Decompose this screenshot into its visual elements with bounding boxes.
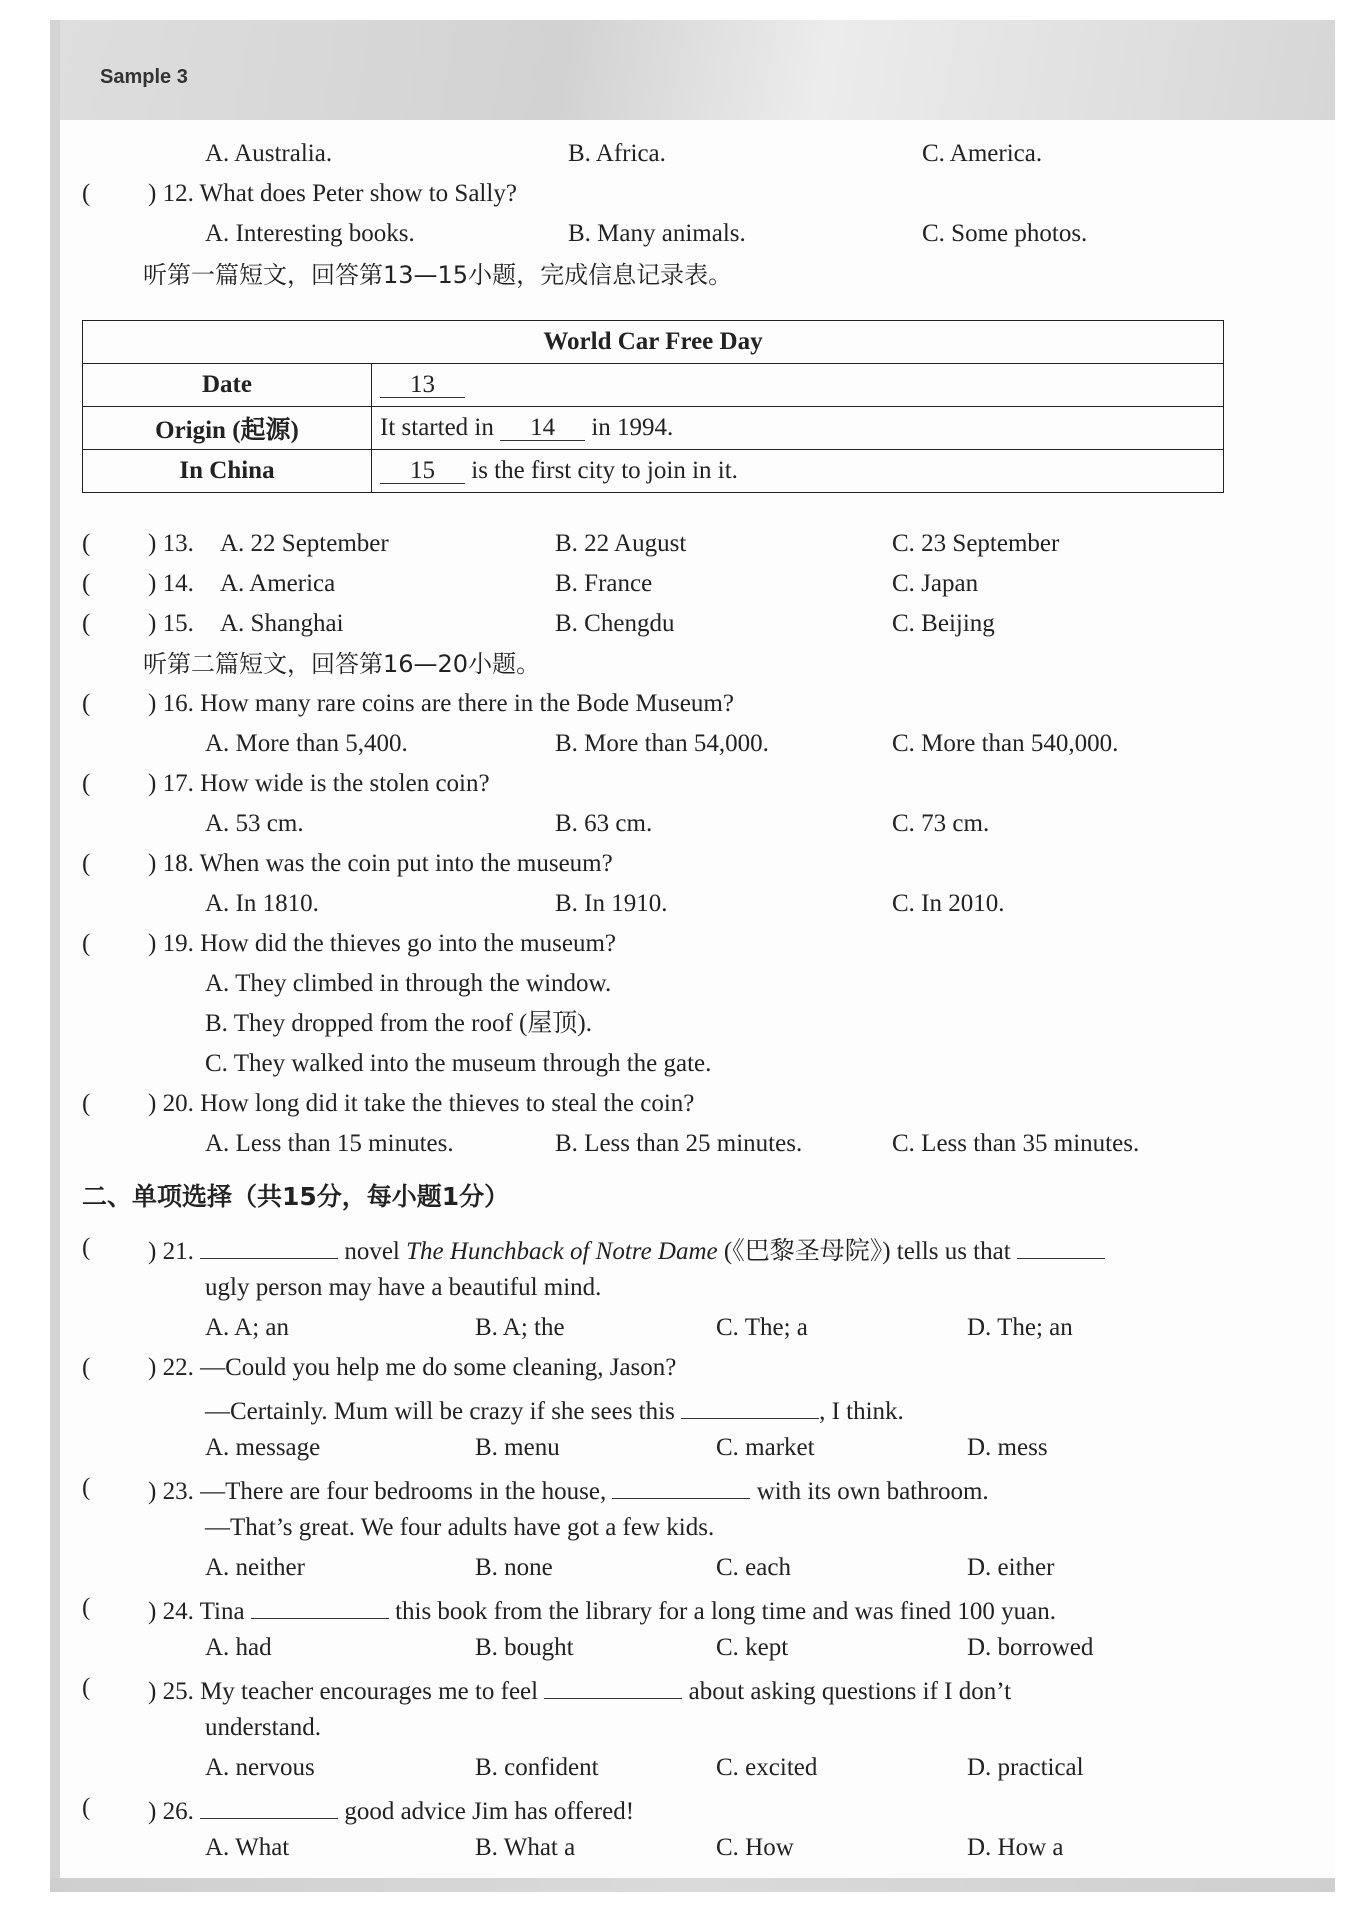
q19-option-c: C. They walked into the museum through the gate. [205,1050,712,1077]
q21-line1 [148,1232,1105,1268]
q21-mid2: (《巴黎圣母院》) tells us that [723,1238,1011,1265]
q25-line2: understand. [205,1714,321,1741]
q22-line2b: , I think. [819,1398,904,1425]
q13-option-a: A. 22 September [220,530,389,557]
q22-line2a: —Certainly. Mum will be crazy if she sees this [205,1398,675,1425]
q23-option-d: D. either [967,1554,1055,1581]
q13-option-c: C. 23 September [892,530,1060,557]
q22-option-b: B. menu [475,1434,560,1461]
q24-option-c: C. kept [716,1634,789,1661]
q26-option-a: A. What [205,1834,290,1861]
q21-line2: ugly person may have a beautiful mind. [205,1274,602,1301]
q24-blank [251,1592,389,1619]
header-band [50,20,1335,120]
q18-option-a: A. In 1810. [205,890,319,917]
table-label-date: Date [83,364,372,407]
q25-option-a: A. nervous [205,1754,315,1781]
q21-option-c: C. The; a [716,1314,808,1341]
origin-post: in 1994. [591,414,674,441]
q20-stem: ) 20. How long did it take the thieves to steal the coin? [148,1090,695,1117]
answer-paren: ( [82,1674,91,1701]
answer-paren: ( [82,1474,91,1501]
answer-paren: ( [82,1794,91,1821]
q12-option-b: B. Many animals. [568,220,746,247]
info-table [82,320,1224,493]
q18-stem: ) 18. When was the coin put into the museum? [148,850,613,877]
q26-blank [200,1792,338,1819]
q25-option-b: B. confident [475,1754,599,1781]
q11-option-a: A. Australia. [205,140,333,167]
q23-option-c: C. each [716,1554,791,1581]
q22-option-c: C. market [716,1434,815,1461]
q26-option-c: C. How [716,1834,794,1861]
left-margin-band [50,20,60,1890]
q22-option-a: A. message [205,1434,321,1461]
q23-line2: —That’s great. We four adults have got a few kids. [205,1514,715,1541]
q24-option-b: B. bought [475,1634,574,1661]
q26-num: ) 26. [148,1798,194,1825]
q24-post: this book from the library for a long time and was fined 100 yuan. [395,1598,1057,1625]
q18-option-b: B. In 1910. [555,890,668,917]
q22-line2 [205,1392,904,1428]
q26-line1 [148,1792,634,1828]
blank-13: 13 [380,371,465,398]
q14-num: ) 14. [148,570,194,597]
q21-mid1: novel [344,1238,400,1265]
q24-stem: ) 24. Tina [148,1598,245,1625]
q17-option-c: C. 73 cm. [892,810,990,837]
answer-paren: ( [82,180,91,207]
q23-stem: ) 23. —There are four bedrooms in the house, [148,1478,607,1505]
q14-option-b: B. France [555,570,653,597]
q26-option-b: B. What a [475,1834,576,1861]
q23-line1 [148,1472,989,1508]
q16-option-b: B. More than 54,000. [555,730,769,757]
answer-paren: ( [82,1354,91,1381]
q11-option-c: C. America. [922,140,1043,167]
q19-option-a: A. They climbed in through the window. [205,970,612,997]
q23-post: with its own bathroom. [756,1478,989,1505]
q25-line1 [148,1672,1011,1708]
table-label-china: In China [83,450,372,493]
sample-label: Sample 3 [100,66,188,88]
q17-option-b: B. 63 cm. [555,810,653,837]
q18-option-c: C. In 2010. [892,890,1005,917]
table-title: World Car Free Day [83,321,1224,364]
answer-paren: ( [82,850,91,877]
q11-option-b: B. Africa. [568,140,666,167]
section-title: 二、单项选择（共15分，每小题1分） [82,1182,510,1211]
q22-blank [681,1392,819,1419]
blank-15: 15 [380,457,465,484]
answer-paren: ( [82,690,91,717]
q23-option-a: A. neither [205,1554,305,1581]
q16-option-a: A. More than 5,400. [205,730,408,757]
answer-paren: ( [82,770,91,797]
q14-option-a: A. America [220,570,336,597]
q24-option-d: D. borrowed [967,1634,1094,1661]
q23-blank [612,1472,750,1499]
q21-blank-2 [1017,1232,1105,1259]
q16-stem: ) 16. How many rare coins are there in the Bode Museum? [148,690,734,717]
q25-option-c: C. excited [716,1754,818,1781]
q15-option-c: C. Beijing [892,610,995,637]
china-post: is the first city to join in it. [471,457,738,484]
q21-num: ) 21. [148,1238,194,1265]
answer-paren: ( [82,1090,91,1117]
q21-option-b: B. A; the [475,1314,565,1341]
table-cell-date [372,364,1224,407]
answer-paren: ( [82,1234,91,1261]
q12-stem: ) 12. What does Peter show to Sally? [148,180,517,207]
q14-option-c: C. Japan [892,570,979,597]
q21-blank-1 [200,1232,338,1259]
q12-option-a: A. Interesting books. [205,220,415,247]
q20-option-a: A. Less than 15 minutes. [205,1130,454,1157]
table-label-origin: Origin (起源) [83,407,372,450]
q21-option-a: A. A; an [205,1314,290,1341]
answer-paren: ( [82,610,91,637]
q16-option-c: C. More than 540,000. [892,730,1119,757]
q19-stem: ) 19. How did the thieves go into the museum? [148,930,616,957]
q13-option-b: B. 22 August [555,530,687,557]
answer-paren: ( [82,1594,91,1621]
q17-stem: ) 17. How wide is the stolen coin? [148,770,490,797]
table-cell-china [372,450,1224,493]
q25-blank [544,1672,682,1699]
instruction-2: 听第二篇短文，回答第16—20小题。 [143,650,541,678]
q20-option-c: C. Less than 35 minutes. [892,1130,1140,1157]
q13-num: ) 13. [148,530,194,557]
q25-option-d: D. practical [967,1754,1084,1781]
q26-option-d: D. How a [967,1834,1064,1861]
origin-pre: It started in [380,414,494,441]
q20-option-b: B. Less than 25 minutes. [555,1130,803,1157]
q15-option-a: A. Shanghai [220,610,344,637]
q21-title: The Hunchback of Notre Dame [406,1238,718,1265]
q24-option-a: A. had [205,1634,272,1661]
q22-option-d: D. mess [967,1434,1048,1461]
q19-option-b: B. They dropped from the roof (屋顶). [205,1010,592,1037]
q25-stem: ) 25. My teacher encourages me to feel [148,1678,539,1705]
table-cell-origin [372,407,1224,450]
blank-14: 14 [500,414,585,441]
q17-option-a: A. 53 cm. [205,810,304,837]
answer-paren: ( [82,570,91,597]
answer-paren: ( [82,530,91,557]
q26-post: good advice Jim has offered! [344,1798,635,1825]
q15-option-b: B. Chengdu [555,610,675,637]
q23-option-b: B. none [475,1554,553,1581]
answer-paren: ( [82,930,91,957]
q12-option-c: C. Some photos. [922,220,1088,247]
q22-stem: ) 22. —Could you help me do some cleaning, Jason? [148,1354,677,1381]
q24-line1 [148,1592,1056,1628]
instruction-1: 听第一篇短文，回答第13—15小题，完成信息记录表。 [143,261,733,289]
q25-post: about asking questions if I don’t [688,1678,1012,1705]
bottom-band [50,1878,1335,1892]
q21-option-d: D. The; an [967,1314,1073,1341]
q15-num: ) 15. [148,610,194,637]
